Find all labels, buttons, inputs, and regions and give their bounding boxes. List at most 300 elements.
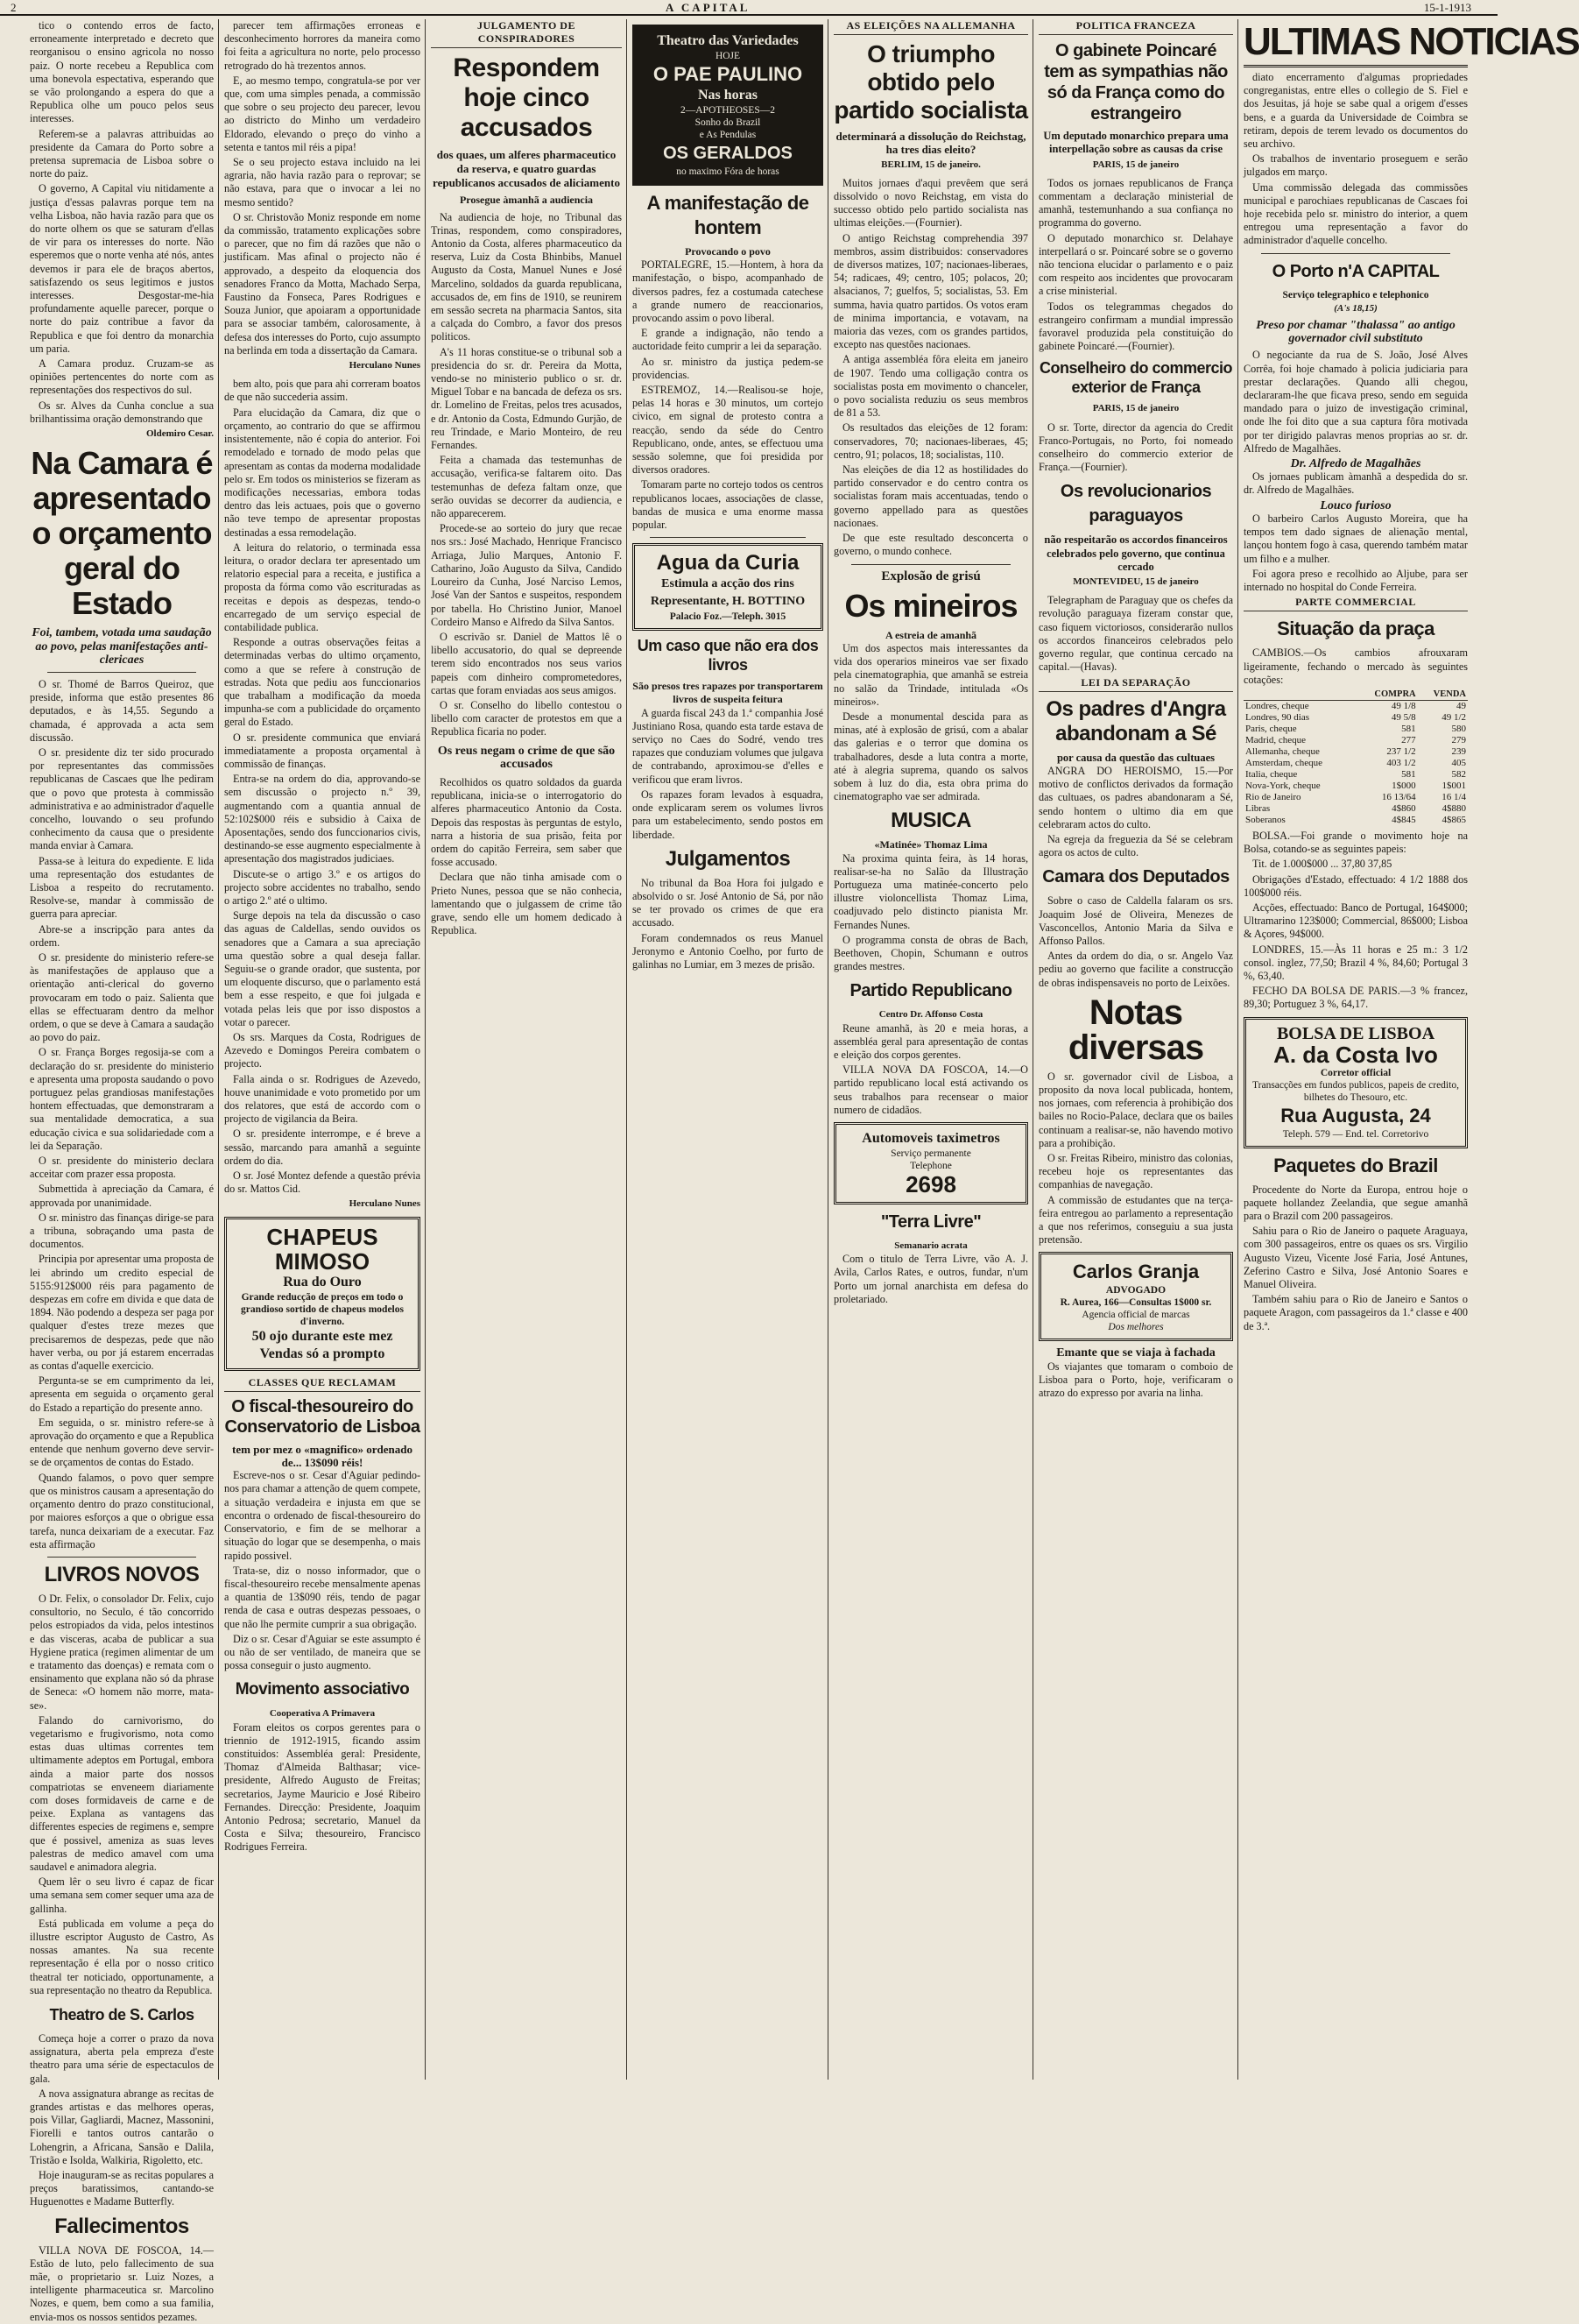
column-2 — [221, 19, 424, 2078]
respondem-subhead: dos quaes, um alferes pharmaceutico da reserva, e quatro guardas republicanos accusados de aliciamento — [433, 148, 620, 190]
chapeus-street: Rua do Ouro — [283, 1274, 362, 1289]
paragraph: O sr. governador civil de Lisboa, a proposito da nova local publicada, hontem, nos jornaes, com referencia à prohibição dos bailes no Rocio-Palace, declara que os bailes continuam a realisar-se, não havendo motivo para a prohibição. — [1039, 1070, 1233, 1149]
paragraph: Em seguida, o sr. ministro refere-se à aprovação do orçamento e que a Republica entende que nenhum governo deve servir-se de orçamentos de contas do Estado. — [30, 1416, 214, 1469]
granja-address: R. Aurea, 166—Consultas 1$000 sr. — [1060, 1297, 1212, 1309]
paragraph: O sr. presidente do ministerio refere-se às manifestações de applauso que a orientação anti-clerical do governo provocaram em todo o paiz. Salienta que ellas se effectuaram dentro da melhor ordem, o que se deve à Camara a saudação ao povo do paiz. — [30, 950, 214, 1044]
chapeus-brand: CHAPEUS MIMOSO — [266, 1223, 378, 1275]
divider — [47, 672, 196, 673]
paragraph: Responde a outras observações feitas a determinadas verbas do ultimo orçamento, como a que se refere à construção de estradas. Nota que pediu aos funccionarios que trabalham a modificação da moeda impunha-se com a publicidade do orçamento geral do Estado. — [224, 636, 420, 729]
paragraph: Sobre o caso de Caldella falaram os srs. Joaquim José de Oliveira, Menezes de Vasconcellos, Antonio Maria da Silva e Affonso Pallos. — [1039, 894, 1233, 947]
agua-curia-ad — [632, 543, 823, 631]
bolsa-ad-phone: Teleph. 579 — End. tel. Corretorivo — [1282, 1128, 1429, 1140]
caso-livros-body — [632, 707, 823, 842]
paragraph: Pergunta-se se em cumprimento da lei, apresenta em seguida o orçamento geral do Estado a repartição do presente anno. — [30, 1374, 214, 1414]
paragraph: parecer tem affirmações erroneas e desconhecimento horrores da maneira como foi feita a agricultura no norte, pelo processo retrogrado do hà trezentos annos. — [224, 19, 420, 72]
paragraph: A's 11 horas constitue-se o tribunal sob a presidencia do sr. dr. Pereira da Motta, vendo-se no ministerio publico o sr. dr. Miguel Tobar e na bancada de defeza os srs. dr. Lomelino de Freitas, pelos tres acusados, e dr. Antonio da Costa, Edmundo Gurjão, de reu Trindade, e Mario Monteiro, de reu Fernandes. — [431, 345, 622, 452]
julgamento-label: JULGAMENTO DE CONSPIRADORES — [431, 19, 622, 48]
partido-sub: Centro Dr. Affonso Costa — [878, 1009, 983, 1021]
ultimas-intro-2 — [1244, 181, 1468, 248]
paragraph: Antes da ordem do dia, o sr. Angelo Vaz pediu ao governo que facilite a construcção de obras indispensaveis no porto de Leixões. — [1039, 950, 1233, 989]
paragraph: Escreve-nos o sr. Cesar d'Aguiar pedindo-nos para chamar a attenção de quem compete, a situação verdadeira e injusta em que se encontra o ordenado de fiscal-thesoureiro do Conservatorio, e fim de se melhorar a situação do logar que se desempenha, o mais rapido possivel. — [224, 1469, 421, 1562]
partido-title: Partido Republicano — [849, 981, 1012, 1001]
cambios-label: Londres, 90 dias — [1245, 711, 1310, 723]
paragraph: Tomaram parte no cortejo todos os centros republicanos locaes, associações de classe, bandas de musica e uma enorme massa popular. — [632, 478, 823, 532]
louco-body — [1244, 512, 1468, 594]
curia-address: Palacio Foz.—Teleph. 3015 — [669, 611, 786, 623]
bolsa-ad-role: Corretor official — [1320, 1067, 1392, 1078]
cambios-row — [1244, 700, 1468, 712]
paragraph: ESTREMOZ, 14.—Realisou-se hoje, pelas 14 horas e 30 minutos, um cortejo civico, em signal de protesto contra a reacção, sendo da séde do Centro Republicano, onde, antes, se effectuou uma sessão solemne, que foi presidida por diversos oradores. — [632, 384, 823, 477]
paragraph: O sr. presidente communica que enviará immediatamente a proposta orçamental à commissão de finanças. — [224, 731, 420, 770]
berlim-dateline: BERLIM, 15 de janeiro. — [881, 159, 981, 170]
paragraph: O sr. presidente interrompe, e é breve a sessão, marcando para amanhã a seguinte ordem do dia. — [224, 1127, 420, 1167]
partido-body — [834, 1022, 1028, 1117]
curia-rep: Representante, H. BOTTINO — [650, 595, 806, 609]
cambios-value: 4$880 — [1442, 802, 1466, 814]
chapeus-offer: Grande reducção de preços em todo o grandioso sortido de chapeus modelos d'inverno. — [241, 1291, 404, 1327]
conselheiro-dateline: PARIS, 15 de janeiro — [1092, 403, 1180, 414]
chapeus-closing: Vendas só a prompto — [259, 1346, 385, 1361]
column-3 — [427, 19, 625, 2078]
mineiros-body — [834, 642, 1028, 803]
cambios-row — [1244, 769, 1468, 781]
paragraph: Na audiencia de hoje, no Tribunal das Trinas, respondem, como conspiradores, Antonio da Costa, alferes pharmaceutico da reserva, Luiz da Costa Bhinbibs, Manuel Augusto da Costa, Manuel Nunes e José Marcelino, soldados da guarda republicana, accusados de, em fins de 1910, se reunirem em sessão secreta na pharmacia Santos, sita a calçada do Combro, a favor dos presos politicos. — [431, 210, 622, 343]
paragraph: O sr. Conselho do libello contestou o libello com caracter de protestos em que a Republica ficaria no poder. — [431, 698, 622, 738]
column-rule — [218, 19, 219, 2080]
paraguayos-sub: não respeitarão os accordos financeiros celebrados pelo governo, que continua cercado — [1044, 533, 1228, 573]
movimento-sub: Cooperativa A Primavera — [269, 1708, 376, 1720]
conselheiro-title: Conselheiro do commercio exterior de França — [1039, 359, 1233, 397]
terra-livre-sub: Semanario acrata — [894, 1240, 968, 1251]
theatro-sao-carlos-body — [30, 2032, 214, 2209]
paragraph: Os jornaes publicam àmanhã a despedida do sr. dr. Alfredo de Magalhães. — [1244, 470, 1468, 497]
explosao-label: Explosão de grisú — [881, 569, 981, 583]
issue-date: 15-1-1913 — [1423, 1, 1471, 14]
column-7 — [1240, 19, 1579, 2078]
budget-headline: Na Camara é apresentado o orçamento geral do Estado — [31, 445, 213, 622]
preso-thalassa-head: Preso por chamar "thalassa" ao antigo governador civil substituto — [1256, 319, 1456, 346]
paragraph: Está publicada em volume a peça do illustre escriptor Augusto de Castro, As nossas amantes. Na sua recente representação é ella por o nosso critico theatral ter noticiado, opportunamente, a sua representação no theatro da Republica. — [30, 1917, 214, 1996]
triumpho-body — [834, 177, 1028, 559]
bolsa-ad-name: A. da Costa Ivo — [1273, 1041, 1438, 1068]
variedades-acts: 2—APOTHEOSES—2 — [680, 105, 775, 116]
paragraph: De que este resultado desconcerta o governo, o mundo conhece. — [834, 532, 1028, 558]
cambios-row — [1244, 724, 1468, 735]
fiscal-title: O fiscal-thesoureiro do Conservatorio de Lisboa — [224, 1396, 420, 1437]
cambios-row — [1244, 735, 1468, 746]
caso-livros-sub: São presos tres rapazes por transportarem livros de suspeita feitura — [632, 680, 823, 706]
cambios-value: 4$845 — [1392, 814, 1416, 825]
paragraph: VILLA NOVA DA FOSCOA, 14.—O partido republicano local está activando os seus trabalhos para recensear o maior numero de cidadãos. — [834, 1063, 1028, 1116]
poincare-headline: O gabinete Poincaré tem as sympathias não só da França como do estrangeiro — [1044, 41, 1228, 124]
montevideu-dateline: MONTEVIDEU, 15 de janeiro — [1073, 576, 1199, 588]
paragraph: bem alto, pois que para ahi correram boatos de que não succederia assim. — [224, 378, 420, 404]
cambios-value: 237 1/2 — [1386, 745, 1416, 757]
column-1 — [26, 19, 217, 2323]
paragraph: Os trabalhos de inventario proseguem e serão julgados em março. — [1244, 152, 1468, 179]
divider — [650, 537, 806, 538]
paragraph: Começa hoje a correr o prazo da nova assignatura, aberta pela empreza d'este theatro para uma série de espectaculos de gala. — [30, 2032, 214, 2085]
cambios-value: 16 13/64 — [1381, 791, 1416, 802]
fachada-title: Emante que se viaja à fachada — [1056, 1346, 1216, 1360]
cambios-label: Paris, cheque — [1245, 723, 1297, 734]
bolsa-lisboa-ad — [1244, 1017, 1468, 1148]
paragraph: Surge depois na tela da discussão o caso das aguas de Caldellas, sendo ouvidos os senadores que a Camara a sua apreciação uma questão sobre a qual deseja fallar. Seguiu-se o grande orador, que sustenta, por um eloquente discurso, que o parlamento está bem a esse respeito, e que foi julgada e votada pelas leis que por isso dispostos a votar o parecer. — [224, 909, 420, 1028]
cambios-row — [1244, 746, 1468, 758]
paris-dateline: PARIS, 15 de janeiro — [1092, 159, 1180, 170]
paragraph: No tribunal da Boa Hora foi julgado e absolvido o sr. José Antonio de Sá, por não se ter provado os crimes de que era accusado. — [632, 876, 823, 929]
paragraph: Acções, effectuado: Banco de Portugal, 164$000; Ultramarino 123$000; Commercial, 86$000; Lisboa & Açores, 94$000. — [1244, 901, 1468, 941]
paragraph: Um dos aspectos mais interessantes da vida dos operarios mineiros vae ser fixado pela cinematographia, que amanhã se estreia no salão da Trindade, intitulada «Os mineiros». — [834, 641, 1028, 708]
cambios-value: 403 1/2 — [1386, 757, 1416, 768]
taxi-phone: 2698 — [906, 1171, 956, 1197]
movimento-body — [224, 1721, 420, 1854]
col1-intro-signature: Oldemiro Cesar. — [146, 428, 214, 440]
paragraph: Para elucidação da Camara, diz que o orçamento, ao contrario do que se affirmou insistentemente, não é copia do anterior. Foi remodelado e tornado de modo pelas que apresentam as contas da moderna modalidade pelo sr. Em todos os ministerios se fizeram as modificações necessarias, embora todas dentro das leis actuaes, pois que o governo não teve tempo de apresentar propostas destinadas a essa remodelação. — [224, 406, 420, 539]
reus-negam-body — [431, 776, 622, 937]
col2-top — [224, 19, 420, 357]
divider — [1261, 253, 1450, 254]
cambios-label: Madrid, cheque — [1245, 734, 1307, 745]
manifestacao-sub: Provocando o povo — [685, 245, 771, 258]
variedades-time: Nas horas — [697, 88, 758, 102]
notas-diversas-body — [1039, 1070, 1233, 1247]
paraguayos-title: Os revolucionarios paraguayos — [1060, 482, 1212, 526]
paragraph: Tit. de 1.000$000 ... 37,80 37,85 — [1252, 858, 1392, 871]
manifestacao-body — [632, 258, 823, 532]
paragraph: Os sr. Alves da Cunha conclue a sua brilhantissima oração demonstrando que — [30, 399, 214, 425]
paragraph: Diz o sr. Cesar d'Aguiar se este assumpto é ou não de ser ventilado, de maneira que se possa conseguir o justo augmento. — [224, 1632, 420, 1672]
masthead — [0, 0, 1498, 16]
paragraph: Principia por apresentar uma proposta de lei abrindo um credito especial de 5155:912$000 réis para pagamento de despezas em cofre em divida e que data de 1894. Não podendo a despeza ser paga por qualquer d'estes treze mezes que precisaremos de despezas, pede que não haver verba, ou por já estarem encerradas as contas d'aquelle exercicio. — [30, 1253, 215, 1373]
angra-sub: por causa da questão das cultuaes — [1056, 751, 1215, 764]
paragraph: Passa-se à leitura do expediente. E lida uma representação dos estudantes de Lisboa a respeito do recrutamento. Resolve-se, mandar à commissão de guerra para apreciar. — [30, 854, 214, 921]
paragraph: Procedente do Norte da Europa, entrou hoje o paquete hollandez Zeelandia, que segue amanhã para o Brazil com 200 passageiros. — [1244, 1183, 1468, 1222]
column-rule — [1237, 19, 1238, 2080]
fallecimentos-title: Fallecimentos — [54, 2214, 189, 2238]
cambios-table — [1244, 689, 1468, 826]
cambios-value: 277 — [1401, 734, 1416, 745]
paragraph: A antiga assembléa fôra eleita em janeiro de 1907. Tendo uma colligação contra os socialistas posta em movimento o chanceler, o povo socialista reduziu os seus membros de 81 a 53. — [834, 353, 1028, 420]
variedades-note: no maximo Fóra de horas — [676, 166, 779, 177]
paragraph: Discute-se o artigo 3.º e os artigos do projecto sobre accidentes no trabalho, sendo o artigo 2.º até o ultimo. — [224, 867, 420, 907]
granja-line2: Dos melhores — [1108, 1322, 1164, 1333]
musica-sub: «Matinée» Thomaz Lima — [874, 838, 988, 851]
variedades-show-2: OS GERALDOS — [663, 144, 793, 163]
cambios-header: COMPRA — [1356, 689, 1418, 701]
cambios-value: 49 1/8 — [1391, 700, 1416, 711]
caso-livros-title: Um caso que não era dos livros — [637, 637, 819, 675]
paragraph: Referem-se a palavras attribuidas ao presidente da Camara do Porto sobre a pretensa supremacia de Lisboa sobre o norte do paiz. — [30, 127, 214, 180]
respondem-subhead-2: Prosegue àmanhã a audiencia — [459, 194, 594, 207]
mineiros-sub: A estreia de amanhã — [885, 628, 977, 641]
cambios-value: 49 5/8 — [1391, 711, 1416, 723]
paragraph: Entra-se na ordem do dia, approvando-se sem discussão o projecto n.º 39, augmentando com a quantia annual de 52:102$000 réis e subsidio à Caixa de Aposentações, sendo dos funccionarios civis, destinando-se esse augmento especialmente à apresentação dos magistrados judiciaes. — [224, 773, 420, 865]
granja-line1: Agencia official de marcas — [1082, 1310, 1190, 1321]
col2-body-signature: Herculano Nunes — [349, 1198, 420, 1210]
situacao-praca-title: Situação da praça — [1277, 618, 1434, 640]
terra-livre-title: "Terra Livre" — [880, 1212, 982, 1232]
julgamentos-body — [632, 877, 823, 971]
budget-body — [30, 678, 214, 1551]
cambios-value: 1$001 — [1442, 780, 1466, 791]
paragraph: Quem lêr o seu livro é capaz de ficar uma semana sem comer sequer uma aza de gallinha. — [30, 1875, 214, 1915]
paragraph: Recolhidos os quatro soldados da guarda republicana, inicia-se o interrogatorio do alferes pharmaceutico Antonio da Costa. Depois das respostas às perguntas de estylo, narra a historia de sua prisão, feita por ordem do capitão Ferreira, sem saber que fosse accusado. — [431, 775, 622, 869]
taxi-sub: Serviço permanente — [891, 1148, 971, 1159]
camara-deputados-body — [1039, 894, 1233, 989]
magalhaes-title: Dr. Alfredo de Magalhães — [1290, 457, 1421, 471]
cambios-label: Italia, cheque — [1245, 768, 1298, 780]
paragraph: PORTALEGRE, 15.—Hontem, à hora da manifestação, o bispo, acompanhado de diversos padres, fez a costumada catechese a grande numero de reaccionarios, provocando assim o povo liberal. — [632, 258, 823, 325]
paragraph: tico o contendo erros de facto, erroneamente interpretado e decreto que reorganisou o ensino agricola no nosso paiz. O norte recebeu a Republica com uma bonevola espectativa, esperando que se vão prolongando a espera do que a Republica olhe um pouco pelos seus interesses. — [30, 19, 214, 125]
paragraph: Falla ainda o sr. Rodrigues de Azevedo, houve unanimidade e voto prometido por um dos relatores, que está de accordo com o projecto de vigilancia da Beira. — [224, 1072, 420, 1126]
column-rule — [626, 19, 627, 2080]
taxi-ad — [834, 1122, 1028, 1204]
cambios-value: 49 1/2 — [1442, 711, 1466, 723]
taxi-phone-label: Telephone — [910, 1161, 952, 1171]
cambios-value: 279 — [1451, 734, 1466, 745]
paragraph: LONDRES, 15.—Às 11 horas e 25 m.: 3 1/2 consol. inglez, 77,50; Brazil 4 %, 84,60; Portugal 3 %, 63,40. — [1244, 943, 1468, 982]
paragraph: Os viajantes que tomaram o comboio de Lisboa para o Porto, hoje, verificaram o atrazo do expresso por avaria na linha. — [1039, 1360, 1233, 1399]
paragraph: Os srs. Marques da Costa, Rodrigues de Azevedo e Domingos Pereira combatem o projecto. — [224, 1031, 420, 1070]
preso-thalassa-body — [1244, 349, 1468, 456]
paragraph: Declara que não tinha amisade com o Prieto Nunes, pessoa que se não conhecia, lamentando que o julgassem de crime tão grave, sendo elle um homem dedicado à Republica. — [431, 871, 622, 937]
paragraph: Foi agora preso e recolhido ao Aljube, para ser internado no hospital do Conde Ferreira. — [1244, 567, 1468, 593]
paragraph: Uma commissão delegada das commissões municipal e parochiaes republicanas de Cascaes foi hoje recebida pelo sr. ministro do interior, a quem entregou uma representação a favor do administrador d'aquelle concelho. — [1244, 180, 1468, 247]
chapeus-mimoso-ad — [224, 1217, 420, 1371]
magalhaes-body — [1244, 470, 1468, 497]
paragraph: O sr. ministro das finanças dirige-se para a tribuna, sobraçando uma pasta de documentos. — [30, 1211, 214, 1251]
paragraph: O programma consta de obras de Bach, Beethoven, Chopin, Schumann e outros grandes mestres. — [834, 933, 1028, 973]
paquetes-body — [1244, 1183, 1468, 1333]
cambios-header — [1244, 689, 1356, 701]
cambios-label: Soberanos — [1245, 814, 1286, 825]
paragraph: Sahiu para o Rio de Janeiro o paquete Araguaya, com 300 passageiros, entre os quaes os srs. Virgilio Augusto Vizeu, Vicente José Faria, José Antunes, Zeferino Castro e Silva, José Antonio Soares e Manuel Oliveira. — [1244, 1225, 1468, 1290]
paragraph: Procede-se ao sorteio do jury que recae nos srs.: José Machado, Henrique Francisco Arriaga, Julio Marques, Antonio F. Catharino, João Augusto da Silva, Candido Loureiro da Cunha, José Narciso Lemos, José Van der Santos e suspeitos, respondem por tabella. Ho Christino Junior, Manoel Cordeiro Manso e Alfredo da Silva Santos. — [431, 522, 622, 628]
bolsa-intro: BOLSA.—Foi grande o movimento hoje na Bolsa, cotando-se as seguintes papeis: — [1244, 829, 1468, 856]
paragraph: Foram condemnados os reus Manuel Jeronymo e Antonio Coelho, por furto de galinhas no Lumiar, em 3 mezes de prisão. — [632, 931, 823, 971]
variedades-ad — [632, 25, 823, 186]
cambios-value: 16 1/4 — [1442, 791, 1466, 802]
paragraph: Os resultados das eleições de 12 foram: conservadores, 70; nacionaes-liberaes, 45; centro, 91; polacos, 18; socialistas, 110. — [834, 421, 1028, 461]
paragraph: Na egreja da freguezia da Sé se celebram agora os actos de culto. — [1039, 832, 1233, 859]
paragraph: O Dr. Felix, o consolador Dr. Felix, cujo consultorio, no Seculo, é tão concorrido pelos estropiados da vida, pelos intestinos e das visceras, acaba de publicar a sua Hygiene pratica (regimen alimentar de um e tratamento das doenças) e remata com o ensinamento que explana não só da phrase de Seneca: «O homem não morre, mata-se». — [30, 1592, 214, 1712]
paragraph: Também sahiu para o Rio de Janeiro e Santos o paquete Aragon, com passageiros da 1.ª classe e 400 de 3.ª. — [1244, 1293, 1468, 1332]
column-4 — [629, 19, 827, 2078]
cambios-value: 4$865 — [1442, 814, 1466, 825]
fiscal-sub: tem por mez o «magnifico» ordenado de... 13$090 réis! — [232, 1442, 412, 1470]
paragraph: Na proxima quinta feira, às 14 horas, realisar-se-ha no Salão da Illustração Portugueza uma matinée-concerto pelo illustre violoncellista Thomaz Lima, coadjuvado pelo distincto pianista Mr. Fernandes Nunes. — [834, 851, 1028, 931]
paragraph: Reune amanhã, às 20 e meia horas, a assembléa geral para apresentação de contas e eleição dos corpos gerentes. — [834, 1021, 1028, 1061]
cambios-row — [1244, 758, 1468, 769]
paragraph: O negociante da rua de S. João, José Alves Corrêa, foi hoje chamado à policia judiciaria para prestar declarações. Quando alli chegou, declararam-lhe que ficava preso, sendo em seguida mandado para o juizo de investigação criminal, onde lhe foi dito que a sua captura fôra motivada por ter dirigido palavras menos proprias ao sr. dr. Alfredo de Magalhães. — [1244, 349, 1468, 455]
paragraph: A guarda fiscal 243 da 1.ª companhia José Justiniano Rosa, quando esta tarde estava de serviço no Caes do Sodré, vendo tres rapazes que conduziam volumes que julgava de contrabando, aproximou-se d'elles e verificou que eram livros. — [632, 706, 823, 786]
col1-intro — [30, 19, 214, 426]
ultimas-noticias-banner: ULTIMAS NOTICIAS — [1244, 19, 1468, 67]
divider — [47, 1557, 196, 1558]
respondem-headline: Respondem hoje cinco accusados — [453, 53, 600, 143]
bolsa-ad-street: Rua Augusta, 24 — [1280, 1104, 1431, 1127]
cambios-value: 405 — [1451, 757, 1466, 768]
mineiros-headline: Os mineiros — [844, 587, 1018, 624]
camara-deputados-title: Camara dos Deputados — [1042, 867, 1230, 887]
parte-commercial-label: PARTE COMMERCIAL — [1244, 596, 1468, 611]
paragraph: O sr. José Montez defende a questão prévia do sr. Mattos Cid. — [224, 1169, 420, 1196]
variedades-line2: e As Pendulas — [699, 130, 757, 140]
conselheiro-body — [1039, 421, 1233, 475]
porto-capital-title: O Porto n'A CAPITAL — [1272, 261, 1440, 281]
paragraph: O sr. Torte, director da agencia do Credit Franco-Portugais, no Porto, foi nomeado conselheiro do commercio exterior de França.—(Fournier). — [1039, 420, 1233, 474]
paper-name: A CAPITAL — [666, 1, 751, 14]
cambios-table-body — [1244, 700, 1468, 826]
paquetes-title: Paquetes do Brazil — [1273, 1154, 1438, 1176]
paraguayos-body — [1039, 594, 1233, 674]
paragraph: O sr. Freitas Ribeiro, ministro das colonias, recebeu hoje os representantes das companhias de navegação. — [1039, 1151, 1233, 1191]
bolsa-ad-title: BOLSA DE LISBOA — [1276, 1023, 1435, 1043]
cambios-label: Nova-York, cheque — [1245, 780, 1321, 791]
ultimas-intro — [1244, 71, 1468, 180]
cambios-value: 49 — [1456, 700, 1466, 711]
cambios-label: Amsterdam, cheque — [1245, 757, 1322, 768]
paragraph: A Camara produz. Cruzam-se as opiniões pertencentes do norte com as representações dos respectivos do sul. — [30, 357, 214, 397]
variedades-title: Theatro das Variedades — [657, 33, 799, 48]
paragraph: O governo, A Capital viu nitidamente a justiça d'essas palavras porque tem na velha Lisboa, não havia razão para que os do norte olhem os que se saturam d'ellas de vir para os interesses do norte. Não esperemos que o norte venha até nós, antes devemos ir para ele de braços abertos, satisfazendo os seus legitimos e justos interesses. Desgostar-me-hia profundamente aquelle parecer, porque o norte do paiz contribue a favor da Republica e que foi dentro da monarchia um paria. — [30, 182, 214, 355]
paragraph: Quando falamos, o povo quer sempre que os ministros causam a apresentação do orçamento dentro do prazo constitucional, por maiores esforços a que o obrigue essa tarefa, nunca deixariam de a executar. Faz esta affirmação — [30, 1471, 214, 1551]
cambios-label: Libras — [1245, 802, 1271, 814]
column-6 — [1035, 19, 1237, 2078]
paragraph: Falando do carnivorismo, do vegetarismo e frugivorismo, nota como estas duas ultimas correntes tem ultimamente adeptos em Portugal, embora ainda a maior parte dos nossos compatriotas se enveneem diariamente com doses formidaveis de carne e de peixe. Explana as vantagens das differentes especies de regimens e, sempre que é possivel, ameniza as suas leves palestras de medico amavel com uma saudavel e animadora alegria. — [30, 1713, 214, 1873]
paragraph: Os rapazes foram levados à esquadra, onde explicaram serem os volumes livros para um estabelecimento, sendo postos em liberdade. — [632, 788, 823, 841]
variedades-show: O PAE PAULINO — [652, 63, 803, 85]
triumpho-headline: O triumpho obtido pelo partido socialista — [834, 40, 1028, 124]
bolsa-body — [1244, 858, 1468, 1011]
theatro-sao-carlos-title: Theatro de S. Carlos — [49, 2006, 194, 2024]
cambios-row — [1244, 803, 1468, 815]
reus-negam-title: Os reus negam o crime de que são accusados — [437, 744, 616, 771]
col2-body — [224, 378, 420, 1196]
angra-headline: Os padres d'Angra abandonam a Sé — [1046, 696, 1226, 745]
terra-livre-body — [834, 1253, 1028, 1306]
paragraph: Desde a monumental descida para as minas, até à explosão de grisú, com a abalar das galerias e o terror que domina os trabalhadores, desde a luta contra a morte, até à alegria suprema, quando os salvos sobem à luz do dia, esta obra prima do cinematographo vae ser admirada. — [834, 710, 1028, 803]
paragraph: Obrigações d'Estado, effectuado: 4 1/2 1888 dos 100$000 réis. — [1244, 872, 1468, 899]
paragraph: FECHO DA BOLSA DE PARIS.—3 % francez, 89,30; Portuguez 3 %, 64,17. — [1244, 985, 1468, 1011]
granja-title: ADVOGADO — [1105, 1285, 1167, 1296]
fallecimentos-body — [30, 2244, 214, 2324]
paragraph: Com o titulo de Terra Livre, vão A. J. Avila, Carlos Rates, e outros, fundar, n'um Porto um jornal anarchista em defesa do proletariado. — [834, 1253, 1028, 1305]
paragraph: E grande a indignação, não tendo a auctoridade feito cumprir a lei da separação. — [632, 327, 823, 353]
porto-capital-time: (A's 18,15) — [1334, 302, 1378, 314]
cambios-label: Rio de Janeiro — [1245, 791, 1301, 802]
chapeus-discount: 50 ojo durante este mez — [251, 1328, 393, 1344]
budget-subhead: Foi, tambem, votada uma saudação ao povo, pelas manifestações anti-clericaes — [32, 626, 212, 667]
cambios-value: 4$860 — [1392, 802, 1416, 814]
eleicoes-label: AS ELEIÇÕES NA ALLEMANHA — [834, 19, 1028, 35]
paragraph: VILLA NOVA DE FOSCOA, 14.—Estão de luto, pelo fallecimento de sua mãe, o proprietario sr. Luiz Nozes, a intelligente pharmaceutica sr. Marcolino Nozes, e quem, bem como a sua familia, envia-mos os nossos sentidos pezames. — [30, 2243, 214, 2323]
bolsa-ad-line1: Transacções em fundos publicos, papeis de credito, bilhetes do Thesouro, etc. — [1252, 1079, 1459, 1103]
paragraph: diato encerramento d'algumas propriedades congreganistas, entre elles o collegio de S. Fiel e dos Jesuitas, já hoje se sabe qual a origem d'esses bens, e a guarda da Universidade de Coimbra se retiram, depois de terem levado os documentos do seu archivo. — [1244, 71, 1468, 151]
paragraph: O escrivão sr. Daniel de Mattos lê o libello accusatorio, do qual se depreende terem sido encontrados nos seus varios papeis com dinheiro comprometedores, cartas que foram enviadas aos seus amigos. — [431, 630, 622, 696]
julgamentos-title: Julgamentos — [665, 846, 791, 871]
fiscal-body — [224, 1469, 420, 1672]
cambios-row — [1244, 712, 1468, 724]
angra-body — [1039, 765, 1233, 859]
paragraph: Feita a chamada das testemunhas de accusação, verifica-se faltarem oito. Das testemunhas de defeza faltam onze, que serão ouvidas se decorrer da audiencia, e não apparecerem. — [431, 454, 622, 520]
paragraph: Foram eleitos os corpos gerentes para o triennio de 1912-1915, ficando assim constituidos: Assembléa geral: Presidente, Thomaz d'Almeida Balthasar; vice-presidente, Alfredo Augusto de Freitas; secretarios, Jayme Mauricio e José Ribeiro Fernandes. Direcção: Presidente, Joaquim Antonio Pedrosa; secretario, Manuel da Costa e Silva; thesoureiro, Francisco Rodrigues Ferreira. — [224, 1720, 420, 1854]
column-rule — [425, 19, 426, 2080]
paragraph: A commissão de estudantes que na terça-feira entregou ao parlamento a representação a que nos referimos, conseguiu a sua justa pretensão. — [1039, 1193, 1233, 1247]
classes-label: CLASSES QUE RECLAMAM — [224, 1376, 420, 1392]
paragraph: Abre-se a inscripção para antes da ordem. — [30, 922, 214, 949]
col2-top-signature: Herculano Nunes — [349, 360, 420, 371]
paragraph: O sr. presidente do ministerio declara acceitar com prazer essa proposta. — [30, 1155, 214, 1181]
paragraph: O sr. Thomé de Barros Queiroz, que preside, informa que estão presentes 86 deputados, e às 14,55. Segundo a chamada, é approvada a acta sem discussão. — [30, 677, 214, 744]
curia-title: Agua da Curia — [656, 551, 800, 576]
fachada-body — [1039, 1360, 1233, 1401]
cambios-label: Londres, cheque — [1245, 700, 1309, 711]
cambios-row — [1244, 815, 1468, 826]
paragraph: O sr. Christovão Moniz responde em nome da commissão, tratamento explicações sobre o parecer, que no fim dá razões que não o justificam. Mas afinal o projecto não é approvado, a despeito da eloquencia dos senadores Franco da Motta, Machado Serpa, Faustino da Fonseca, Pares Rodrigues e Souza Junior, que apoiaram a opportunidade para se associar também, calorosamente, à defesa dos interesses do Porto, cujo assumpto na berlinda em toda a dissertação da Camara. — [224, 210, 420, 357]
louco-title: Louco furioso — [1320, 498, 1392, 512]
paragraph: Submettida à apreciação da Camara, é approvada por unanimidade. — [30, 1183, 214, 1209]
respondem-body — [431, 211, 622, 739]
granja-name: Carlos Granja — [1072, 1261, 1200, 1283]
cambios-value: 581 — [1401, 768, 1416, 780]
musica-body — [834, 852, 1028, 974]
paragraph: A leitura do relatorio, o terminada essa leitura, o orador declara ter apresentado um relatorio especial para a receita, e justifica a proposta da fórma como vão escrituradas as receitas e depois as despezas, tendo-o encarregado de um serviço especial de contabilidade publica. — [224, 540, 420, 633]
paragraph: Telegrapham de Paraguay que os chefes da revolução paraguaya fizeram constar que, caso fiquem victoriosos, considerarão nullos os accordos financeiros celebrados pelo governo regular, que continua cercado na capital.—(Havas). — [1039, 594, 1233, 674]
paragraph: Muitos jornaes d'aqui prevêem que será dissolvido o novo Reichstag, em vista do successo obtido pelo partido socialista nas ultimas eleições.—(Fournier). — [834, 176, 1028, 230]
cambios-header: VENDA — [1418, 689, 1468, 701]
cambios-row — [1244, 792, 1468, 803]
paragraph: Hoje inauguram-se as recitas populares a preços baratissimos, cantando-se Huguenottes e Madame Butterfly. — [30, 2169, 214, 2208]
variedades-line1: Sonho do Brazil — [694, 117, 761, 128]
paragraph: Trata-se, diz o nosso informador, que o fiscal-thesoureiro recebe mensalmente apenas a quantia de 13$090 réis, tendo de pagar renda de casa e outras despezas pessoaes, o que não lhe permite cumprir a sua obrigação. — [224, 1564, 420, 1630]
cambios-value: 1$000 — [1392, 780, 1416, 791]
cambios-row — [1244, 781, 1468, 792]
taxi-title: Automoveis taximetros — [862, 1131, 1000, 1146]
paragraph: O barbeiro Carlos Augusto Moreira, que ha tempos tem dado signaes de alienação mental, lançou hontem fogo à casa, querendo também matar um filho e a mulher. — [1244, 512, 1468, 565]
column-5 — [830, 19, 1032, 2078]
cambios-intro: CAMBIOS.—Os cambios afrouxaram ligeiramente, fechando o mercado às seguintes cotações: — [1244, 646, 1468, 686]
lei-separacao-label: LEI DA SEPARAÇÃO — [1039, 676, 1233, 692]
paragraph: A nova assignatura abrange as recitas de grandes artistas e das melhores operas, pois Villar, Gagliardi, Macnez, Massonini, Fiorelli e tantos outros cantarão o Lohengrin, a Africana, Sansão e Dalila, Tristão e Isolda, Walkiria, Rigoletto, etc. — [30, 2087, 214, 2166]
paragraph: Todos os jornaes republicanos de França commentam a declaração ministerial de amanhã, testemunhando a sua confiança no programma do governo. — [1039, 176, 1233, 230]
paragraph: Todos os telegrammas chegados do estrangeiro confirmam a mundial impressão favoravel produzida pela constituição do gabinete Poincaré.—(Fournier). — [1039, 300, 1233, 353]
paragraph: Nas eleições de dia 12 as hostilidades do partido conservador e do centro contra os socialistas foram mais accentuadas, tendo o governo appellado para as questões nacionaes. — [834, 463, 1028, 529]
cambios-header-row — [1244, 689, 1468, 701]
cambios-value: 582 — [1451, 768, 1466, 780]
cambios-value: 581 — [1401, 723, 1416, 734]
paragraph: E, ao mesmo tempo, congratula-se por ver que, com uma simples penada, a commissão que sobre o seu projecto deu parecer, levou ao districto do Minho um verdadeiro Eldorado, elevando o preço do vinho a setenta e tantos mil réis a pipa! — [224, 74, 420, 153]
triumpho-subhead: determinará a dissolução do Reichstag, ha tres dias eleito? — [835, 130, 1026, 157]
notas-diversas-title: Notas diversas — [1068, 992, 1204, 1067]
cambios-value: 580 — [1451, 723, 1466, 734]
variedades-today: HOJE — [715, 51, 741, 61]
paragraph: O antigo Reichstag comprehendia 397 membros, assim distribuidos: conservadores de diversos matizes, 107; nacionaes-liberaes, 54; radicaes, 49; centro, 105; polacos, 20; alsacianos, 7; guelfos, 5; socialistas, 53. Em summa, havia quatro partidos. Os votos eram de minima importancia, e votavam, na maioria das vezes, com os grandes partidos, excepto nas questões nacionaes. — [834, 231, 1028, 351]
livros-novos-body — [30, 1593, 214, 1997]
porto-capital-sub: Serviço telegraphico e telephonico — [1282, 289, 1429, 300]
politica-franceza-label: POLITICA FRANCEZA — [1039, 19, 1233, 35]
musica-title: MUSICA — [891, 809, 971, 833]
curia-sub: Estimula a acção dos rins — [661, 577, 794, 591]
cambios-value: 239 — [1451, 745, 1466, 757]
divider — [851, 564, 1011, 565]
paragraph: Se o seu projecto estava incluido na lei agraria, não havia razão para o reprovar; se não estava, para que o invocar a lei no mesmo sentido? — [224, 156, 420, 208]
carlos-granja-ad — [1039, 1252, 1233, 1341]
movimento-title: Movimento associativo — [235, 1680, 410, 1699]
paragraph: O sr. França Borges regosija-se com a declaração do sr. presidente do ministerio e apresenta uma proposta saudando o povo portuguez pelas grandiosas manifestações hontem effectuadas, que demonstraram a sua mentalidade democratica, a sua educação civica e sua solidariedade com a lei da Separação. — [30, 1046, 214, 1152]
paragraph: Ao sr. ministro da justiça pedem-se providencias. — [632, 355, 823, 381]
